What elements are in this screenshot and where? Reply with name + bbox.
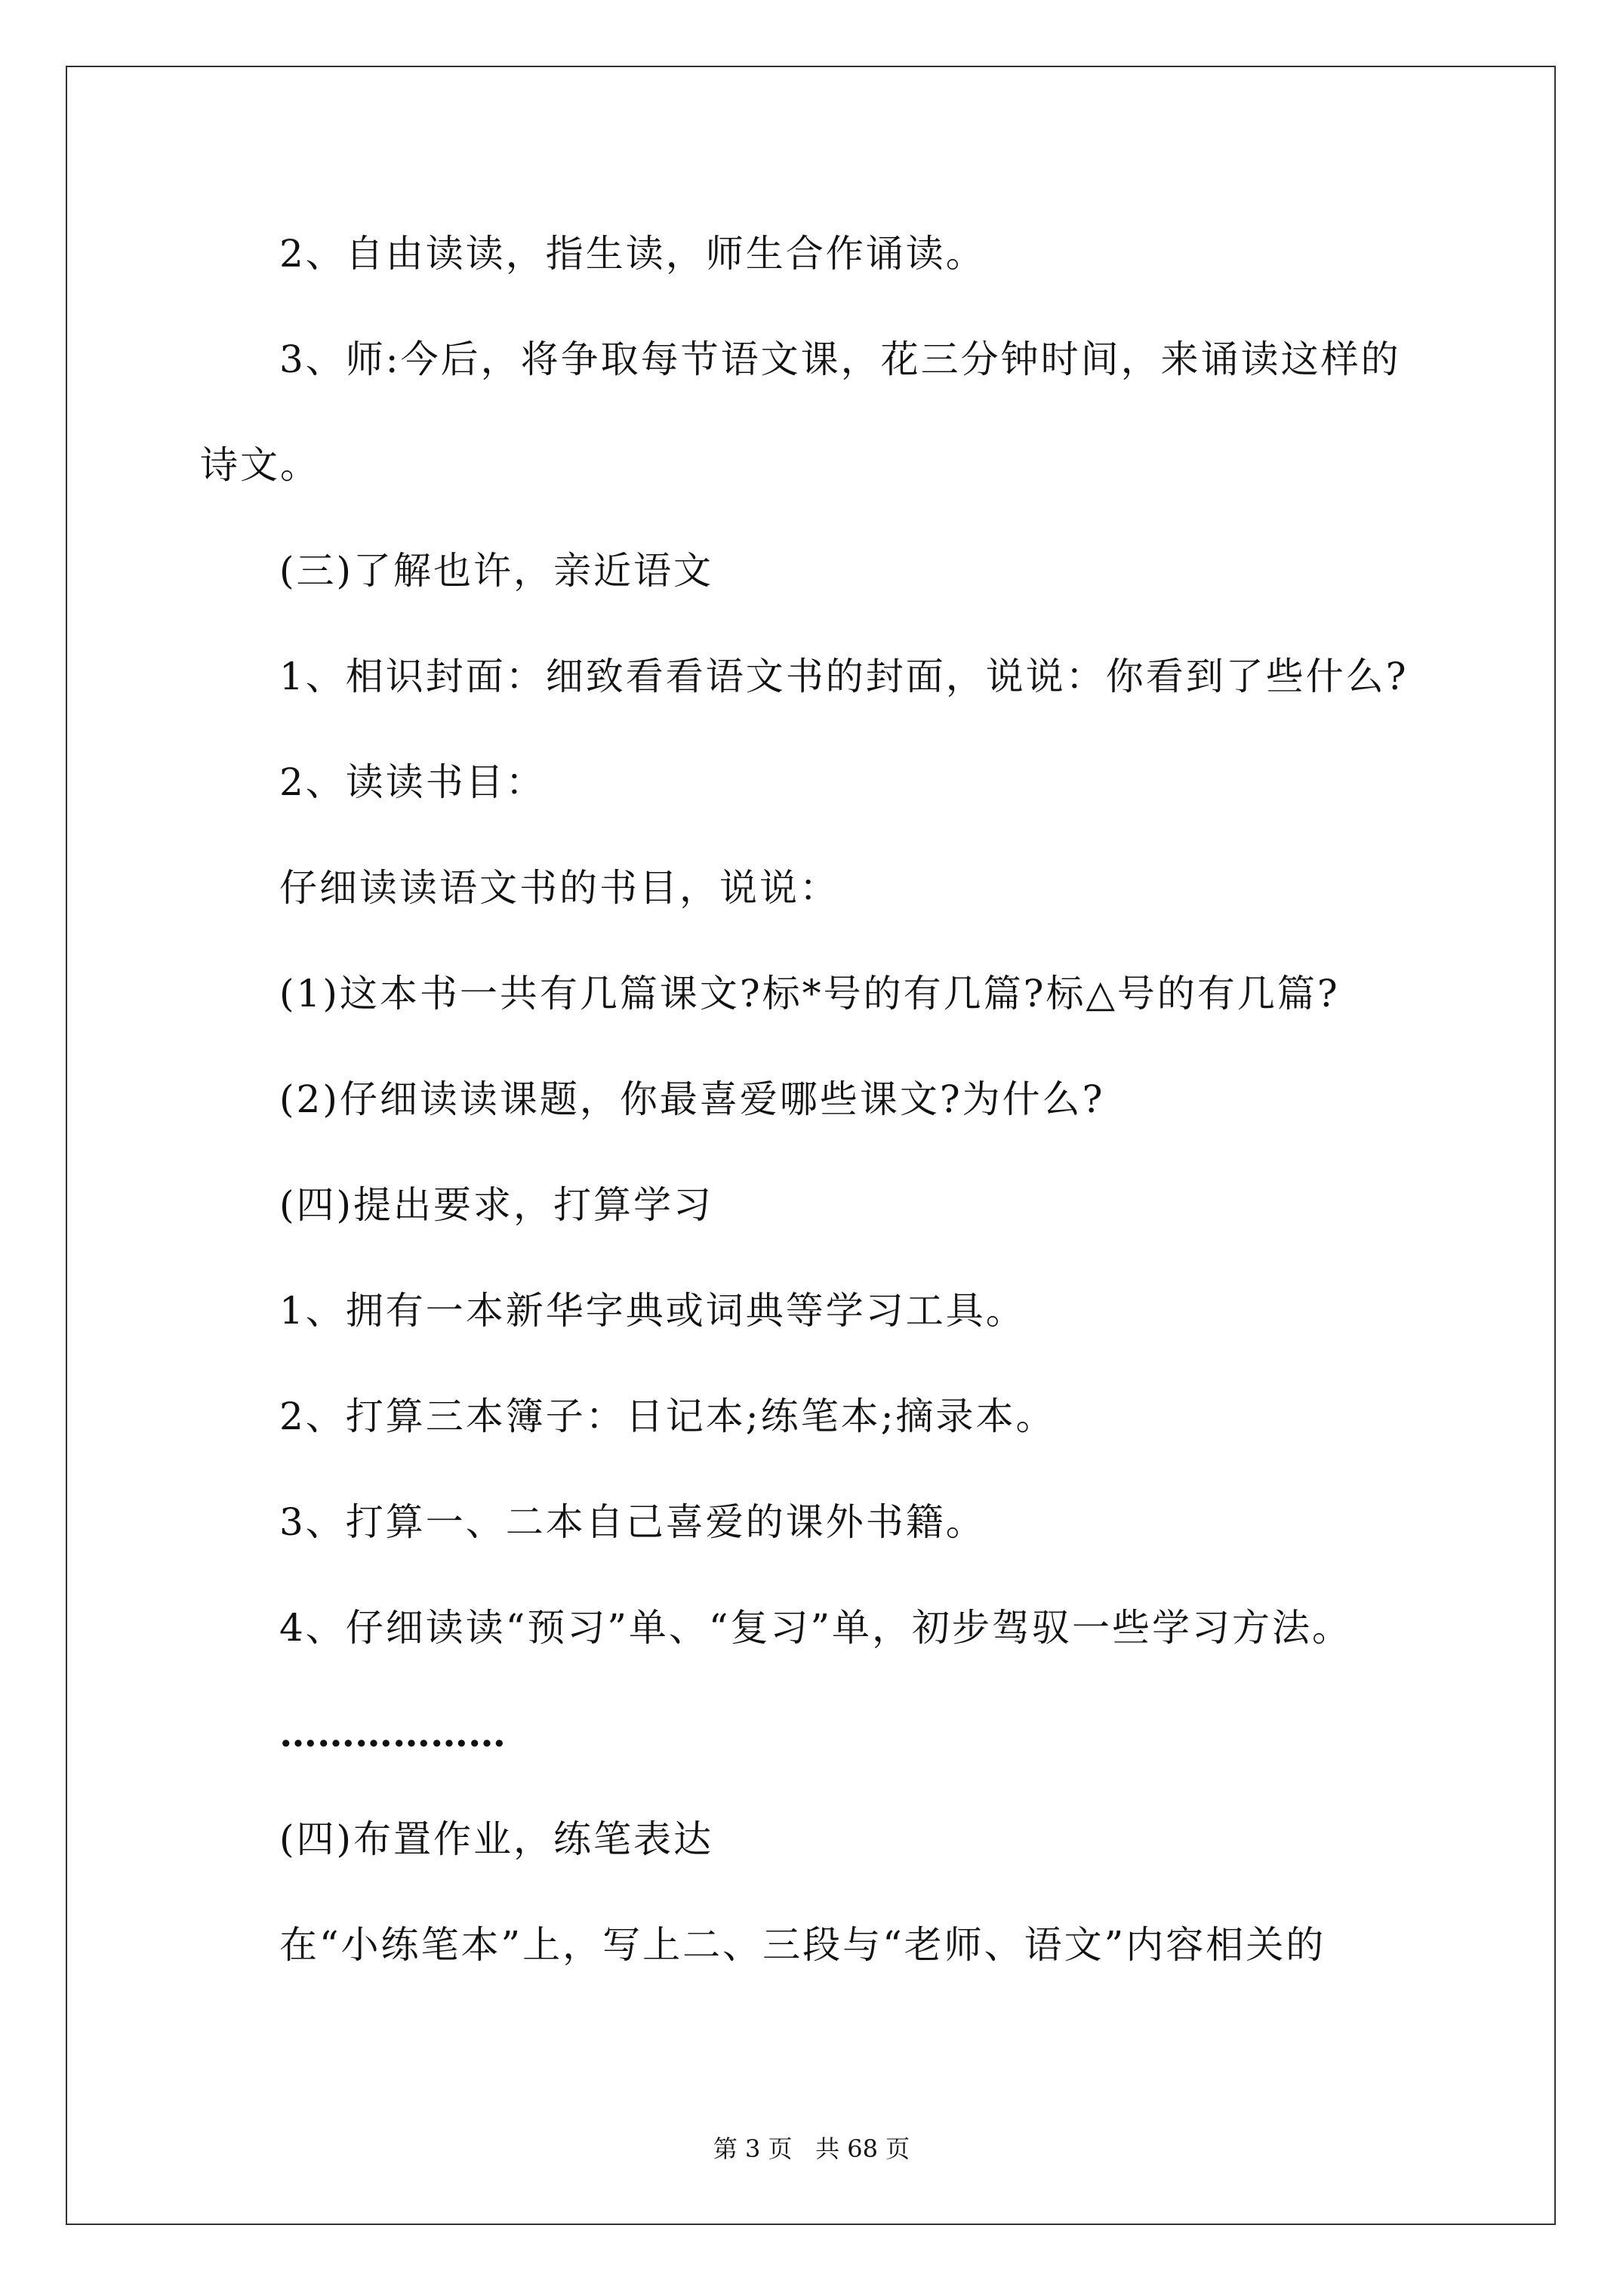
body-line-12: 2、打算三本簿子：日记本;练笔本;摘录本。: [279, 1395, 1056, 1438]
body-line-8: (1)这本书一共有几篇课文?标*号的有几篇?标△号的有几篇?: [279, 972, 1340, 1015]
body-line-13: 3、打算一、二本自己喜爱的课外书籍。: [279, 1500, 986, 1544]
page-border: [66, 66, 1556, 2225]
section-heading-4: (四)提出要求，打算学习: [279, 1183, 714, 1227]
body-line-6: 2、读读书目：: [279, 760, 546, 804]
body-line-11: 1、拥有一本新华字典或词典等学习工具。: [279, 1289, 1026, 1333]
body-line-3: 诗文。: [200, 443, 320, 487]
body-line-14: 4、仔细读读“预习”单、“复习”单，初步驾驭一些学习方法。: [279, 1606, 1353, 1650]
page-number-footer: 第 3 页 共 68 页: [713, 2134, 910, 2163]
ellipsis-line: ………………: [279, 1711, 506, 1755]
body-line-5: 1、相识封面：细致看看语文书的封面，说说：你看到了些什么?: [279, 655, 1409, 698]
body-line-1: 2、自由读读，指生读，师生合作诵读。: [279, 232, 986, 276]
body-line-2: 3、师:今后，将争取每节语文课，花三分钟时间，来诵读这样的: [279, 337, 1401, 381]
section-heading-3: (三)了解也许，亲近语文: [279, 549, 714, 593]
body-line-17: 在“小练笔本”上，写上二、三段与“老师、语文”内容相关的: [279, 1923, 1326, 1967]
body-line-7: 仔细读读语文书的书目，说说：: [279, 866, 839, 910]
section-heading-4b: (四)布置作业，练笔表达: [279, 1817, 714, 1861]
body-line-9: (2)仔细读读课题，你最喜爱哪些课文?为什么?: [279, 1077, 1105, 1121]
